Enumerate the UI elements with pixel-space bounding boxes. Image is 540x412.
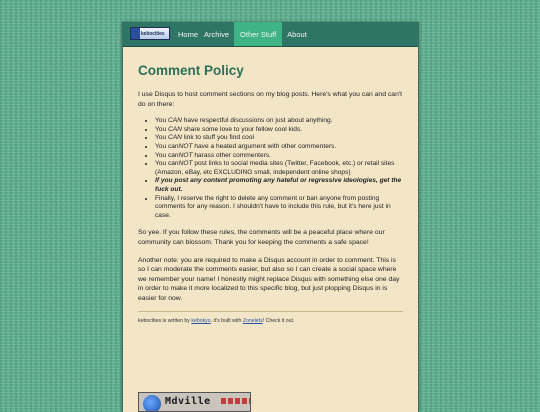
footer-text: ! Check it out. [262, 318, 295, 325]
badge-text: Mdville [165, 396, 211, 407]
footer-text: kebocities is written by [138, 318, 192, 325]
main-content [123, 63, 418, 324]
chip [221, 398, 226, 404]
paragraph-disqus-note: Another note: you are required to make a Disqus account in order to comment. This is so I can moderate the comments easier, but also so I can create a social space where we remember your name! I honestly might replace Disqus with something else one day in order to make it more localized to this specific blog, but just plopping Disqus in is easier for now. [138, 256, 400, 302]
rules-list [138, 117, 403, 220]
globe-icon [143, 395, 161, 412]
footer [138, 311, 403, 324]
nav-other-stuff[interactable]: Other Stuff [234, 22, 282, 46]
chip [235, 398, 240, 404]
site-logo[interactable] [130, 27, 170, 40]
chip [228, 398, 233, 404]
chip [242, 398, 247, 404]
nav-archive[interactable]: Archive [204, 29, 230, 39]
rule-item-hateful-content: • If you post any content promoting any hateful or regressive ideologies, get the fuck out. [155, 177, 403, 194]
logo-strip [131, 28, 140, 39]
author-link[interactable]: kebokyo [191, 318, 211, 325]
zonelets-link[interactable]: Zonelets [242, 318, 263, 325]
chip [249, 398, 251, 404]
rule-item: • You CAN have respectful discussions on just about anything. [155, 117, 403, 126]
page-container [122, 22, 419, 412]
rule-item: • You CAN share some love to your fellow cool kids. [155, 126, 403, 135]
rule-item: • You CAN link to stuff you find cool [155, 134, 403, 143]
nav-home[interactable]: Home [178, 29, 199, 39]
rule-item: • You canNOT harass other commenters. [155, 152, 403, 161]
rule-item: • You canNOT have a heated argument with other commenters. [155, 143, 403, 152]
page-title: Comment Policy [138, 63, 244, 78]
intro-paragraph: I use Disqus to host comment sections on my blog posts. Here's what you can and can't do on there: [138, 91, 403, 108]
rule-item-finally: • Finally, I reserve the right to delete any comment or ban anyone from posting comments for any reason. I shouldn't have to include this rule, but it's here just in case. [155, 195, 403, 221]
rule-item: • You canNOT post links to social media sites (Twitter, Facebook, etc.) or retail sites (Amazon, eBay, etc EXCLUDING small, independent online shops) [155, 160, 403, 177]
paragraph-safe-space: So yee. If you follow these rules, the comments will be a peaceful place where our community can blossom. Thank you for keeping the comments a safe space! [138, 229, 385, 246]
logo-text: kebocities [141, 31, 165, 37]
nav-about[interactable]: About [287, 29, 307, 39]
badge-chips [221, 398, 251, 404]
footer-text: , it's built with [210, 318, 243, 325]
navbar [123, 22, 418, 47]
web-badge[interactable] [138, 392, 251, 412]
